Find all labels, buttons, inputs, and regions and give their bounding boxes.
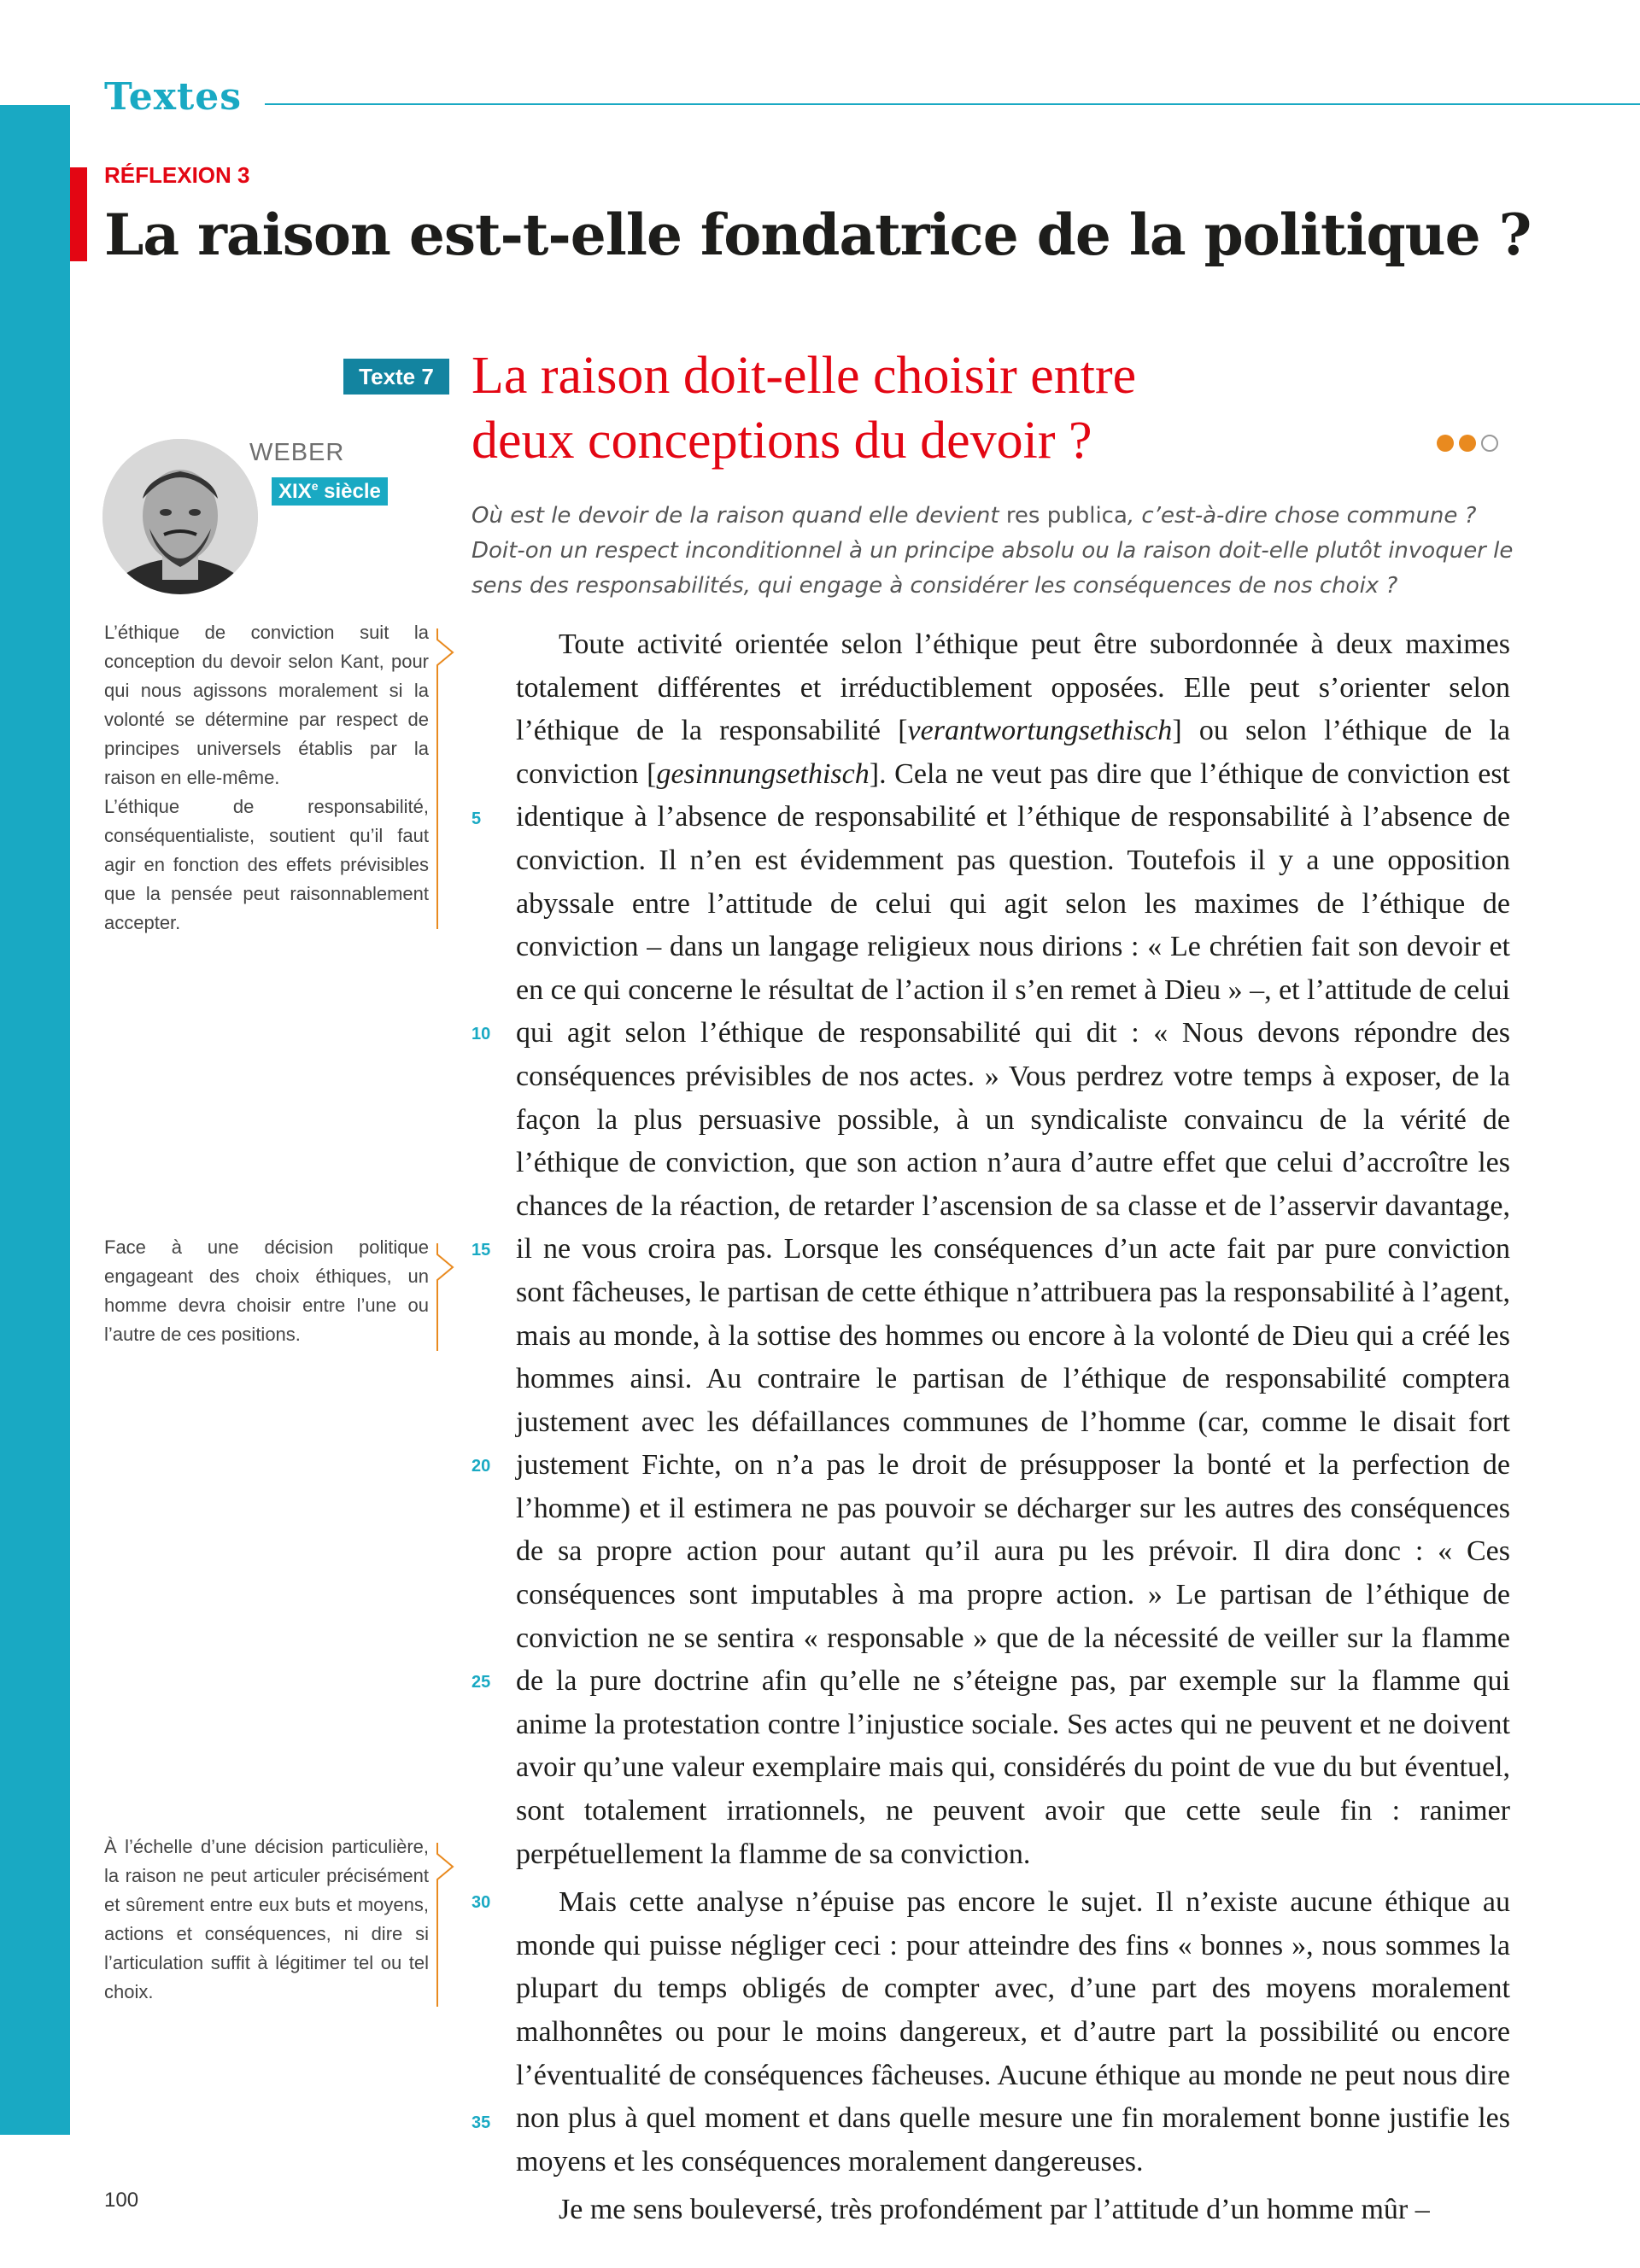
red-accent-bar [70, 167, 87, 261]
reflexion-label: RÉFLEXION 3 [104, 162, 250, 188]
margin-note [104, 618, 429, 938]
intro-text: , c’est-à-dire chose commune ? Doit-on un respect inconditionnel à un principe absolu ou la raison doit-elle plutôt invoquer le sens des responsabilités, qui engage à considérer les conséquences de nos choix ? [472, 503, 1514, 599]
intro-latin-term: res publica [1005, 503, 1128, 529]
line-number: 35 [472, 2113, 491, 2132]
body-text-run: Toute activité orientée selon l’éthique peut être subordonnée à deux maximes totalement différentes et irréductiblement opposées. Elle peut s’orienter selon l’éthique de la responsabilité [ [516, 628, 1510, 747]
margin-bracket-icon [436, 1242, 458, 1353]
margin-note-text: Face à une décision politique engageant des choix éthiques, un homme devra choisir entre l’une ou l’autre de ces positions. [104, 1236, 429, 1345]
text-badge: Texte 7 [343, 359, 449, 395]
body-paragraph [516, 623, 1510, 1876]
difficulty-dot-empty [1481, 435, 1498, 452]
left-color-bar [0, 105, 70, 2135]
margin-note-text: À l’échelle d’une décision particulière, la raison ne peut articuler précisément et sûrement entre eux buts et moyens, actions et conséquences, ni dire si l’articulation suffit à légitimer tel ou tel choix. [104, 1836, 429, 2002]
line-number: 15 [472, 1241, 491, 1260]
margin-note-text: L’éthique de responsabilité, conséquentialiste, soutient qu’il faut agir en fonction des effets prévisibles que la pensée peut raisonnablement accepter. [104, 796, 429, 933]
page-number: 100 [104, 2189, 139, 2212]
german-term: gesinnungsethisch [656, 757, 870, 790]
body-text-run: ]. Cela ne veut pas dire que l’éthique de conviction est identique à l’absence de responsabilité et l’éthique de responsabilité à l’absence de conviction. Il n’en est évidemment pas question. Toutefois il y a une opposition abyssale entre l’attitude de celui qui agit selon les maximes de l’éthique de conviction – dans un langage religieux nous dirions : « Le chrétien fait son devoir et en ce qui concerne le résultat de l’action il s’en remet à Dieu » –, et l’attitude de celui qui agit selon l’éthique de responsabilité qui dit : « Nous devons répondre des conséquences prévisibles de nos actes. » Vous perdrez votre temps à exposer, de la façon la plus persuasive possible, à un syndicaliste convaincu de la vérité de l’éthique de conviction, que son action n’aura d’autre effet que celui d’accroître les chances de la réaction, de retarder l’ascension de sa classe et de l’asservir davantage, il ne vous croira pas. Lorsque les conséquences d’un acte fait par pure conviction sont fâcheuses, le partisan de cette éthique n’attribuera pas la responsabilité à l’agent, mais au monde, à la sottise des hommes ou encore à la volonté de Dieu qui a créé les hommes ainsi. Au contraire le partisan de l’éthique de responsabilité comptera justement avec les défaillances communes de l’homme (car, comme le disait fort justement Fichte, on n’a pas le droit de présupposer la bonté et la perfection de l’homme) et il estimera ne pas pouvoir se décharger sur les autres des conséquences de sa propre action pour autant qu’il aura pu les prévoir. Il dira donc : « Ces conséquences sont imputables à ma propre action. » Le partisan de l’éthique de conviction ne se sentira « responsable » que de la nécessité de veiller sur la flamme de la pure doctrine afin qu’elle ne s’éteigne pas, par exemple sur la flamme qui anime la protestation contre l’injustice sociale. Ses actes qui ne peuvent et ne doivent avoir qu’une valeur exemplaire mais qui, considérés du point de vue du but éventuel, sont totalement irrationnels, ne peuvent avoir que cette seule fin : ranimer perpétuellement la flamme de sa conviction. [516, 757, 1511, 1870]
margin-bracket-icon [436, 1841, 458, 2008]
section-label: Textes [104, 75, 243, 119]
margin-note-text: L’éthique de conviction suit la conception du devoir selon Kant, pour qui nous agissons moralement si la volonté se détermine par respect de principes universels établis par la raison en elle-même. [104, 622, 429, 788]
century-number: XIX [278, 480, 312, 503]
body-paragraph: Je me sens bouleversé, très profondément par l’attitude d’un homme mûr – [559, 2194, 1430, 2226]
difficulty-dot-filled [1459, 435, 1476, 452]
main-text-body [516, 623, 1510, 2237]
margin-bracket-icon [436, 627, 458, 931]
portrait-photo-icon [102, 439, 258, 594]
author-century-badge [272, 477, 388, 506]
author-portrait [102, 439, 258, 594]
difficulty-dot-filled [1437, 435, 1454, 452]
margin-note [104, 1833, 429, 2007]
page-title: La raison est-t-elle fondatrice de la politique ? [104, 202, 1532, 268]
line-number: 30 [472, 1893, 491, 1912]
body-text-run: ] ou selon l’éthique de la conviction [ [516, 715, 1511, 790]
line-number: 20 [472, 1457, 491, 1476]
margin-note [104, 1233, 429, 1349]
text-title: La raison doit-elle choisir entre deux conceptions du devoir ? [472, 347, 1137, 470]
difficulty-indicator [1437, 435, 1498, 452]
german-term: verantwortungsethisch [907, 715, 1173, 747]
century-superscript: e [311, 479, 319, 493]
section-rule [265, 103, 1640, 105]
author-name: WEBER [249, 439, 345, 466]
intro-text: Où est le devoir de la raison quand elle devient [472, 503, 1006, 529]
line-number: 10 [472, 1025, 491, 1043]
text-introduction [472, 499, 1515, 604]
body-paragraph: Mais cette analyse n’épuise pas encore le sujet. Il n’existe aucune éthique au monde qui puisse négliger ceci : pour atteindre des fins « bonnes », nous sommes la plupart du temps obligés de compter avec, d’une part des moyens moralement malhonnêtes ou pour le moins dangereux, et d’autre part la possibilité ou encore l’éventualité de conséquences fâcheuses. Aucune éthique au monde ne peut nous dire non plus à quel moment et dans quelle mesure une fin moralement bonne justifie les moyens et les conséquences moralement dangereuses. [516, 1886, 1510, 2177]
line-number: 25 [472, 1673, 491, 1692]
line-number: 5 [472, 810, 482, 828]
century-suffix: siècle [318, 480, 381, 503]
